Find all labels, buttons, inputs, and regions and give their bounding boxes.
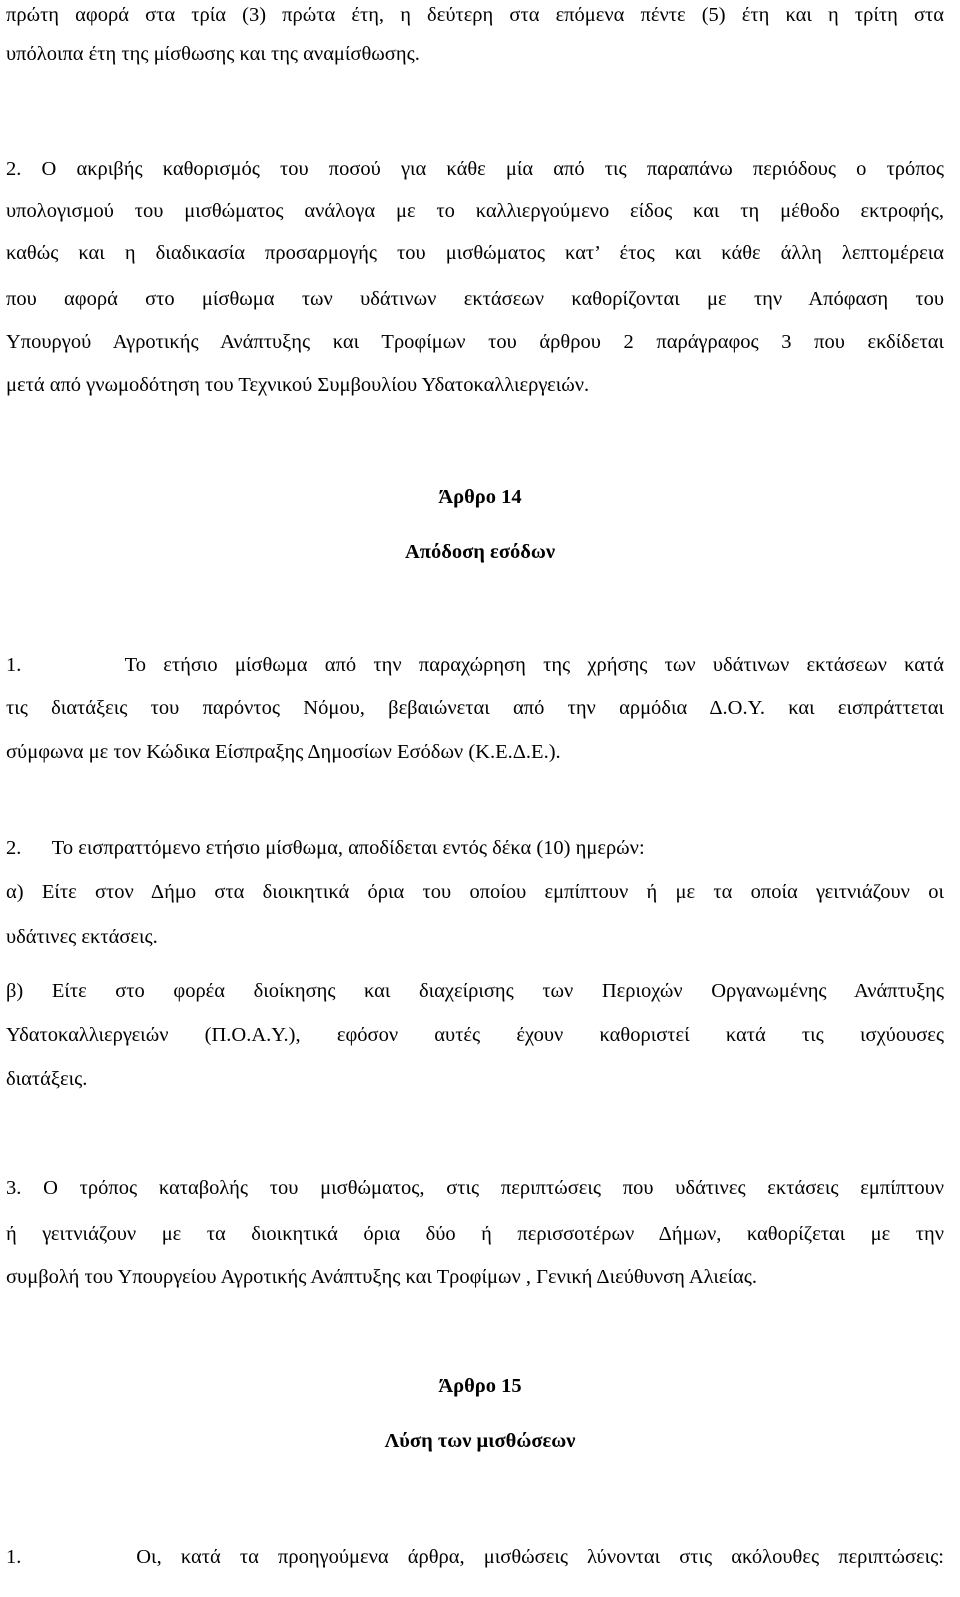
article-15-number: Άρθρο 15 xyxy=(438,1375,522,1397)
text-line: υπόλοιπα έτη της μίσθωσης και της αναμίσθωσης. xyxy=(6,43,420,65)
text-line: Υδατοκαλλιεργειών (Π.Ο.Α.Υ.), εφόσον αυτές έχουν καθοριστεί κατά τις ισχύουσες xyxy=(6,1024,944,1046)
text-line: καθώς και η διαδικασία προσαρμογής του μισθώματος κατ’ έτος και κάθε άλλη λεπτομέρεια xyxy=(6,242,944,264)
article-15-title: Λύση των μισθώσεων xyxy=(384,1430,576,1452)
text-line: 3. Ο τρόπος καταβολής του μισθώματος, στις περιπτώσεις που υδάτινες εκτάσεις εμπίπτουν xyxy=(6,1177,944,1199)
text-line: τις διατάξεις του παρόντος Νόμου, βεβαιώνεται από την αρμόδια Δ.Ο.Υ. και εισπράττεται xyxy=(6,697,944,719)
text-line: υπολογισμού του μισθώματος ανάλογα με το καλλιεργούμενο είδος και τη μέθοδο εκτροφής, xyxy=(6,200,944,222)
text-line: 1. Οι, κατά τα προηγούμενα άρθρα, μισθώσεις λύνονται στις ακόλουθες περιπτώσεις: xyxy=(6,1546,944,1568)
text-line: πρώτη αφορά στα τρία (3) πρώτα έτη, η δεύτερη στα επόμενα πέντε (5) έτη και η τρίτη στα xyxy=(6,4,944,26)
article-14-number: Άρθρο 14 xyxy=(438,486,522,508)
article-14-title: Απόδοση εσόδων xyxy=(404,541,556,563)
text-line: 1. Το ετήσιο μίσθωμα από την παραχώρηση της χρήσης των υδάτινων εκτάσεων κατά xyxy=(6,654,944,676)
text-line: διατάξεις. xyxy=(6,1068,88,1090)
text-line: Υπουργού Αγροτικής Ανάπτυξης και Τροφίμων του άρθρου 2 παράγραφος 3 που εκδίδεται xyxy=(6,331,944,353)
text-line: 2. Το εισπραττόμενο ετήσιο μίσθωμα, αποδίδεται εντός δέκα (10) ημερών: xyxy=(6,837,645,859)
text-line: σύμφωνα με τον Κώδικα Είσπραξης Δημοσίων Εσόδων (Κ.Ε.Δ.Ε.). xyxy=(6,741,561,763)
text-line: ή γειτνιάζουν με τα διοικητικά όρια δύο ή περισσοτέρων Δήμων, καθορίζεται με την xyxy=(6,1223,944,1245)
text-line: συμβολή του Υπουργείου Αγροτικής Ανάπτυξης και Τροφίμων , Γενική Διεύθυνση Αλιείας. xyxy=(6,1266,757,1288)
text-line: β) Είτε στο φορέα διοίκησης και διαχείρισης των Περιοχών Οργανωμένης Ανάπτυξης xyxy=(6,980,944,1002)
text-line: που αφορά στο μίσθωμα των υδάτινων εκτάσεων καθορίζονται με την Απόφαση του xyxy=(6,288,944,310)
text-line: 2. Ο ακριβής καθορισμός του ποσού για κάθε μία από τις παραπάνω περιόδους ο τρόπος xyxy=(6,158,944,180)
text-line: μετά από γνωμοδότηση του Τεχνικού Συμβουλίου Υδατοκαλλιεργειών. xyxy=(6,374,590,396)
text-line: υδάτινες εκτάσεις. xyxy=(6,926,158,948)
text-line: α) Είτε στον Δήμο στα διοικητικά όρια του οποίου εμπίπτουν ή με τα οποία γειτνιάζουν οι xyxy=(6,881,944,903)
